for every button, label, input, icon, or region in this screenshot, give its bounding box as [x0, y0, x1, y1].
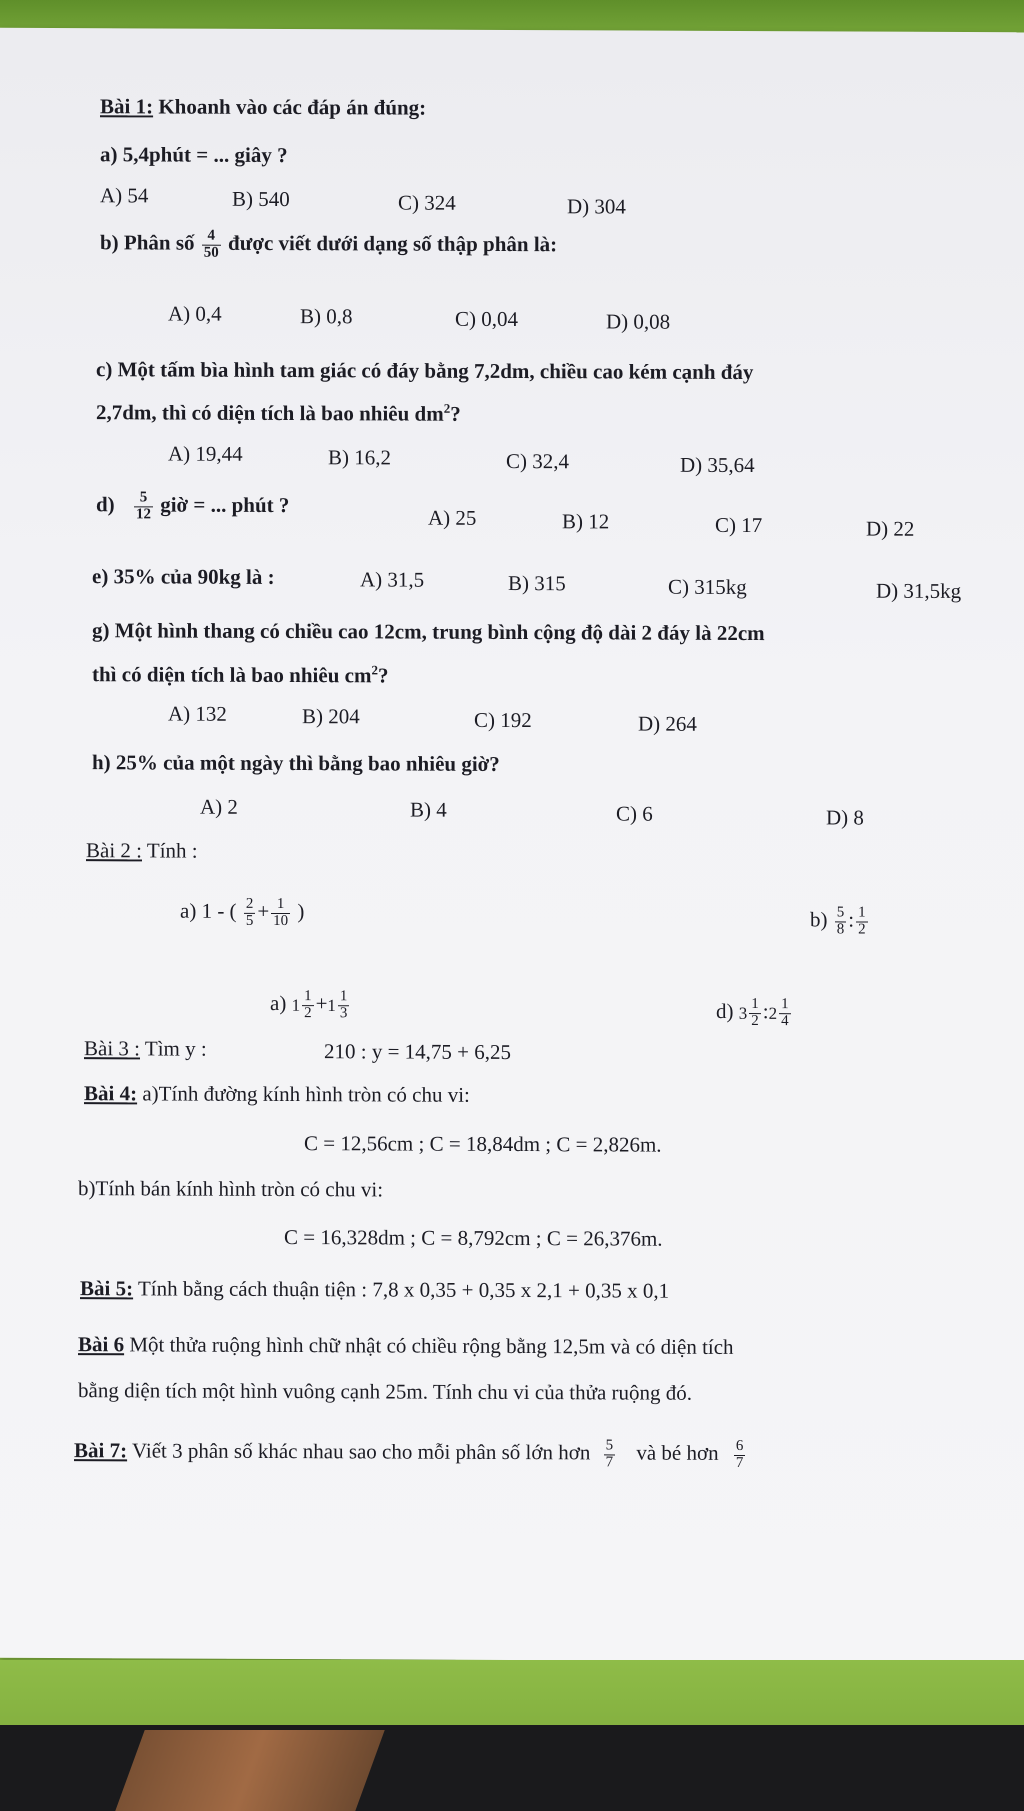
bai1-title: Bài 1: [100, 94, 154, 119]
bai2-d-frac1 [749, 997, 761, 1030]
bai2-heading [86, 840, 198, 861]
q1c-opt-b: B) 16,2 [328, 445, 391, 470]
q1a-opt-b: B) 540 [232, 186, 290, 212]
bai4-b-values: C = 16,328dm ; C = 8,792cm ; C = 26,376m. [284, 1225, 663, 1251]
bai2-instruction: Tính : [146, 838, 198, 863]
bai2-a-frac1 [244, 897, 256, 930]
q1b-text-post: được viết dưới dạng số thập phân là: [228, 230, 558, 257]
bai2-b-label: b) [810, 907, 828, 932]
q1d-num: 5 [134, 490, 153, 507]
q1g-sup: 2 [371, 662, 378, 678]
bai2-d [716, 997, 793, 1030]
bai3-instruction: Tìm y : [144, 1036, 207, 1061]
q1b-text-pre: b) Phân số [100, 230, 195, 255]
bai2-d-d1: 2 [751, 1012, 759, 1029]
q1d-opt-b: B) 12 [562, 509, 610, 534]
bai7-d2: 7 [735, 1454, 744, 1471]
bai7-frac1 [604, 1438, 616, 1471]
q1d-opt-c: C) 17 [715, 512, 763, 538]
q1a-text: a) 5,4phút = ... giây ? [100, 142, 288, 168]
bai4-a-line [84, 1083, 470, 1106]
q1e-opt-d: D) 31,5kg [876, 578, 962, 603]
q1g-opt-c: C) 192 [474, 707, 532, 733]
bai4-a-values: C = 12,56cm ; C = 18,84dm ; C = 2,826m. [304, 1131, 662, 1157]
bai2-a-n2: 1 [271, 897, 290, 914]
q1c-line2-text: 2,7dm, thì có diện tích là bao nhiêu dm [96, 400, 444, 426]
background-wood-object [115, 1730, 384, 1811]
bai2-a-close: ) [297, 899, 305, 924]
q1h-opt-a: A) 2 [200, 794, 238, 819]
q1b-opt-d: D) 0,08 [606, 309, 671, 334]
q1b-question [100, 228, 557, 262]
q1b-den: 50 [203, 244, 219, 261]
bai2-d-mixed1 [739, 997, 763, 1030]
bai2-c-d1: 2 [304, 1004, 312, 1021]
bai2-d-n1: 1 [751, 996, 759, 1013]
bai7-mid: và bé hơn [636, 1440, 719, 1465]
bai2-c-mixed1 [292, 989, 316, 1022]
bai7-d1: 7 [605, 1454, 614, 1471]
bai5 [80, 1278, 669, 1302]
q1c-opt-c: C) 32,4 [506, 448, 569, 474]
bai2-c-d2: 3 [339, 1004, 348, 1022]
q1c-opt-d: D) 35,64 [680, 452, 755, 478]
bai2-b-n2: 1 [858, 904, 866, 921]
bai3-expression: 210 : y = 14,75 + 6,25 [324, 1039, 512, 1064]
bai2-a [180, 897, 304, 930]
q1h-text: h) 25% của một ngày thì bằng bao nhiêu giờ? [92, 750, 500, 776]
bai2-b-n1: 5 [836, 904, 845, 921]
bai2-d-w1: 3 [738, 1003, 748, 1023]
bai2-c [270, 989, 351, 1022]
bai2-b-frac1 [835, 905, 847, 938]
q1d-opt-a: A) 25 [428, 505, 477, 530]
q1d-label: d) [96, 492, 115, 517]
bai6-line1 [78, 1334, 734, 1358]
q1e-opt-c: C) 315kg [668, 574, 747, 600]
bai7-n1: 5 [605, 1437, 614, 1454]
bai2-d-w2: 2 [768, 1003, 778, 1023]
bai3 [84, 1038, 207, 1060]
q1b-opt-b: B) 0,8 [300, 304, 353, 329]
bai2-d-mixed2 [769, 997, 793, 1030]
q1e-opt-a: A) 31,5 [360, 567, 425, 592]
bai2-b-op: : [848, 907, 855, 932]
q1b-opt-c: C) 0,04 [455, 306, 518, 332]
bai2-c-n1: 1 [304, 988, 312, 1005]
q1g-opt-a: A) 132 [168, 701, 227, 726]
bai2-a-d1: 5 [245, 912, 254, 929]
q1a-opt-d: D) 304 [567, 194, 626, 219]
bai7-n2: 6 [735, 1437, 744, 1455]
bai4-a: a)Tính đường kính hình tròn có chu vi: [142, 1081, 470, 1107]
q1g-end: ? [377, 663, 389, 688]
q1d-fraction [134, 490, 153, 523]
bai7-text: Viết 3 phân số khác nhau sao cho mỗi phân số lớn hơn [131, 1438, 591, 1465]
bai2-c-n2: 1 [339, 988, 348, 1005]
q1h-opt-c: C) 6 [616, 801, 653, 826]
q1c-line1: c) Một tấm bìa hình tam giác có đáy bằng 7,2dm, chiều cao kém cạnh đáy [96, 357, 754, 385]
q1b-fraction [202, 229, 221, 262]
q1h-opt-b: B) 4 [410, 797, 447, 822]
worksheet-paper [0, 28, 1024, 1662]
q1e-text: e) 35% của 90kg là : [92, 564, 275, 589]
q1g-opt-d: D) 264 [638, 711, 697, 736]
bai2-c-op: + [315, 991, 328, 1016]
bai6-line2: bằng diện tích một hình vuông cạnh 25m. Tính chu vi của thửa ruộng đó. [78, 1378, 693, 1405]
bai2-b-d1: 8 [836, 921, 845, 938]
q1a-opt-c: C) 324 [398, 190, 456, 215]
bai6-title: Bài 6 [78, 1332, 125, 1357]
bai2-b-d2: 2 [858, 921, 866, 938]
bai5-title: Bài 5: [80, 1276, 134, 1301]
q1d-question [96, 490, 289, 523]
bai2-d-d2: 4 [781, 1012, 789, 1029]
bai7 [74, 1436, 747, 1471]
q1a-opt-a: A) 54 [100, 183, 149, 208]
bai5-text: Tính bằng cách thuận tiện : 7,8 x 0,35 + 0,35 x 2,1 + 0,35 x 0,1 [137, 1276, 670, 1303]
q1c-sup: 2 [443, 400, 451, 416]
bai4-title: Bài 4: [84, 1081, 138, 1106]
bai2-d-op: : [762, 999, 769, 1024]
bai2-a-frac2 [271, 897, 290, 930]
bai2-c-label: a) [270, 991, 287, 1016]
bai2-c-frac1 [302, 989, 314, 1022]
bai2-b [810, 905, 870, 938]
bai3-title: Bài 3 : [84, 1036, 140, 1061]
q1b-num: 4 [202, 229, 221, 246]
bai2-c-w2: 1 [327, 995, 336, 1015]
q1h-opt-d: D) 8 [826, 805, 864, 830]
bai2-a-n1: 2 [245, 895, 254, 912]
q1g-line2-text: thì có diện tích là bao nhiêu cm [92, 662, 372, 688]
bai2-c-frac2 [338, 989, 350, 1022]
bai7-frac2 [734, 1439, 746, 1472]
q1d-den: 12 [135, 506, 151, 523]
bai2-a-label: a) 1 - ( [180, 898, 237, 923]
bai2-b-frac2 [856, 906, 868, 939]
bai4-b: b)Tính bán kính hình tròn có chu vi: [78, 1176, 384, 1202]
bai1-heading [100, 96, 426, 118]
q1g-line1: g) Một hình thang có chiều cao 12cm, trung bình cộng độ dài 2 đáy là 22cm [92, 618, 765, 646]
bai2-d-label: d) [716, 998, 734, 1024]
q1c-line2 [96, 400, 461, 425]
q1b-opt-a: A) 0,4 [168, 301, 222, 326]
q1g-line2 [92, 662, 388, 686]
bai2-c-w1: 1 [291, 995, 301, 1015]
bai1-instruction: Khoanh vào các đáp án đúng: [158, 94, 427, 120]
bai2-d-frac2 [779, 997, 791, 1030]
q1g-opt-b: B) 204 [302, 704, 360, 729]
q1c-opt-a: A) 19,44 [168, 441, 243, 466]
q1e-opt-b: B) 315 [508, 570, 566, 596]
q1c-end: ? [450, 401, 461, 426]
bai2-d-n2: 1 [781, 996, 789, 1013]
bai2-title: Bài 2 : [86, 838, 142, 863]
bai7-title: Bài 7: [74, 1438, 128, 1463]
q1d-opt-d: D) 22 [866, 516, 915, 541]
bai2-a-op: + [257, 898, 270, 924]
q1d-text-post: giờ = ... phút ? [160, 492, 290, 518]
bai2-a-d2: 10 [273, 912, 289, 929]
bai2-c-mixed2 [327, 989, 351, 1022]
bai6-text1: Một thửa ruộng hình chữ nhật có chiều rộng bằng 12,5m và có diện tích [129, 1332, 734, 1359]
